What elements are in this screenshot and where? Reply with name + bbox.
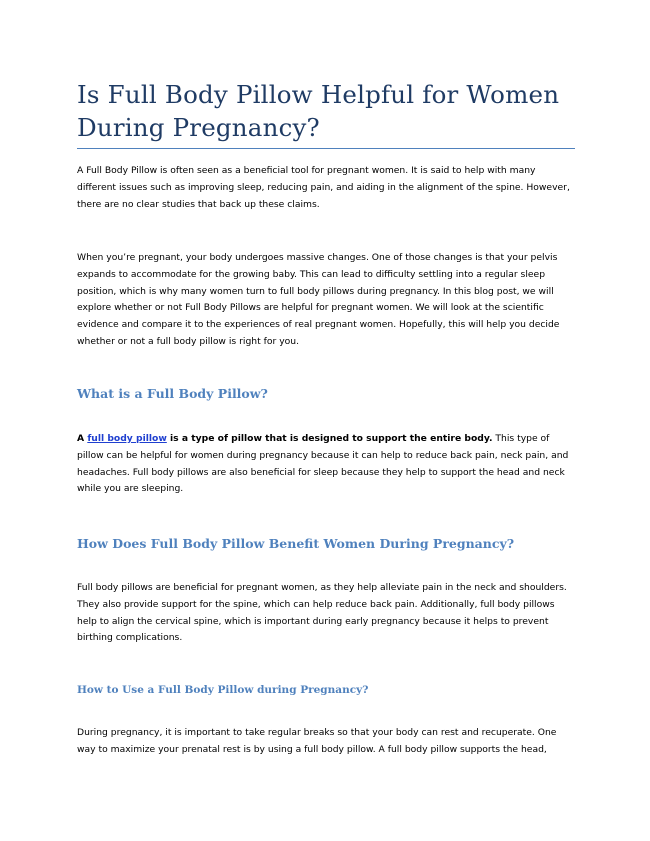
what-is-rest: This type of pillow can be helpful for women during pregnancy because it can help to reduce back pain, neck pain, and headaches. Full body pillows are also beneficial for sleep because they help to support the head and neck while you are sleeping. bbox=[77, 433, 569, 495]
section-heading-benefits: How Does Full Body Pillow Benefit Women During Pregnancy? bbox=[77, 536, 515, 551]
page-title: Is Full Body Pillow Helpful for Women During Pregnancy? bbox=[77, 80, 560, 142]
section-heading-what-is: What is a Full Body Pillow? bbox=[77, 386, 268, 401]
benefits-paragraph: Full body pillows are beneficial for pregnant women, as they help alleviate pain in the neck and shoulders. They also provide support for the spine, which can help reduce back pain. Additionally, full body pillows help to align the cervical spine, which is important during early pregnancy because it helps to prevent birthing complications. bbox=[77, 582, 567, 644]
title-underline-divider bbox=[77, 148, 575, 149]
how-to-use-paragraph: During pregnancy, it is important to take regular breaks so that your body can rest and recuperate. One way to maximize your prenatal rest is by using a full body pillow. A full body pillow supports the head, bbox=[77, 727, 557, 755]
what-is-lead: A bbox=[77, 433, 88, 444]
section-heading-how-to-use: How to Use a Full Body Pillow during Pregnancy? bbox=[77, 684, 369, 696]
intro-paragraph: A Full Body Pillow is often seen as a beneficial tool for pregnant women. It is said to help with many different issues such as improving sleep, reducing pain, and aiding in the alignment of the spine. However, there are no clear studies that back up these claims. bbox=[77, 165, 570, 210]
pregnancy-changes-paragraph: When you’re pregnant, your body undergoes massive changes. One of those changes is that your pelvis expands to accommodate for the growing baby. This can lead to difficulty settling into a regular sleep position, which is why many women turn to full body pillows during pregnancy. In this blog post, we will explore whether or not Full Body Pillows are helpful for pregnant women. We will look at the scientific evidence and compare it to the experiences of real pregnant women. Hopefully, this will help you decide whether or not a full body pillow is right for you. bbox=[77, 252, 560, 347]
what-is-bold-lead: is a type of pillow that is designed to support the entire body. bbox=[166, 433, 493, 444]
what-is-paragraph bbox=[77, 431, 577, 498]
full-body-pillow-link[interactable]: full body pillow bbox=[87, 433, 167, 444]
